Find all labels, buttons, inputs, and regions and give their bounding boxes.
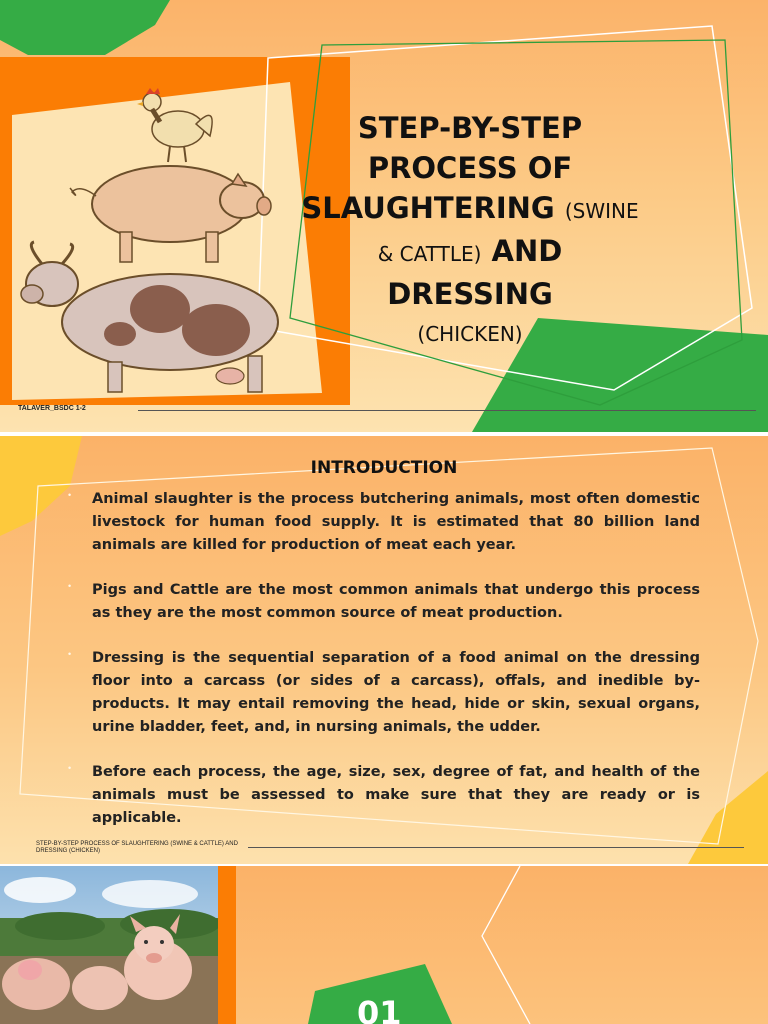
pigs-photo-icon bbox=[0, 866, 218, 1024]
title-line bbox=[300, 231, 640, 314]
list-item bbox=[60, 488, 700, 557]
title-line: STEP-BY-STEP bbox=[357, 111, 583, 145]
stacked-animals-icon bbox=[20, 84, 320, 394]
author-label: TALAVER_BSDC 1-2 bbox=[18, 405, 86, 412]
bullet-text: Before each process, the age, size, sex, degree of fat, and health of the animals must be assessed to make sure that they are ready or is applicable. bbox=[92, 764, 700, 826]
title-main-text: SLAUGHTERING bbox=[301, 191, 555, 225]
bullet-text: Animal slaughter is the process butchering animals, most often domestic livestock for human food supply. It is estimated that 80 billion land animals are killed for production of meat each year. bbox=[92, 491, 700, 553]
section-slide bbox=[0, 866, 768, 1024]
cow-icon bbox=[21, 242, 278, 392]
introduction-slide bbox=[0, 436, 768, 864]
section-number: 01 bbox=[357, 994, 402, 1024]
chicken-icon bbox=[137, 88, 212, 162]
bullet-list bbox=[60, 488, 700, 852]
bullet-marker: • bbox=[68, 490, 72, 500]
divider-line bbox=[138, 410, 756, 411]
pig-icon bbox=[70, 166, 271, 262]
title-small-text: & CATTLE) bbox=[377, 242, 482, 266]
bullet-text: Pigs and Cattle are the most common animals that undergo this process as they are the most common source of meat production. bbox=[92, 582, 700, 621]
title-main-text: AND DRESSING bbox=[387, 234, 563, 311]
title-small-text: (SWINE bbox=[564, 199, 639, 223]
title-line bbox=[300, 188, 640, 231]
list-item bbox=[60, 647, 700, 739]
section-heading: INTRODUCTION bbox=[310, 458, 458, 478]
divider-line bbox=[248, 847, 744, 848]
bullet-text: Dressing is the sequential separation of a food animal on the dressing floor into a carcass (or sides of a carcass), offals, and inedible by-products. It may entail removing the head, hide or skin, sexual organs, urine bladder, feet, and, in nursing animals, the udder. bbox=[92, 650, 700, 735]
title-slide bbox=[0, 0, 768, 432]
title-line: (CHICKEN) bbox=[417, 322, 523, 346]
title-line: PROCESS OF bbox=[367, 151, 573, 185]
slide-footer: STEP-BY-STEP PROCESS OF SLAUGHTERING (SWINE & CATTLE) AND DRESSING (CHICKEN) bbox=[36, 841, 238, 854]
bullet-marker: • bbox=[68, 581, 72, 591]
list-item bbox=[60, 579, 700, 625]
bullet-marker: • bbox=[68, 763, 72, 773]
slide-title bbox=[300, 108, 640, 354]
bullet-marker: • bbox=[68, 649, 72, 659]
list-item bbox=[60, 761, 700, 830]
